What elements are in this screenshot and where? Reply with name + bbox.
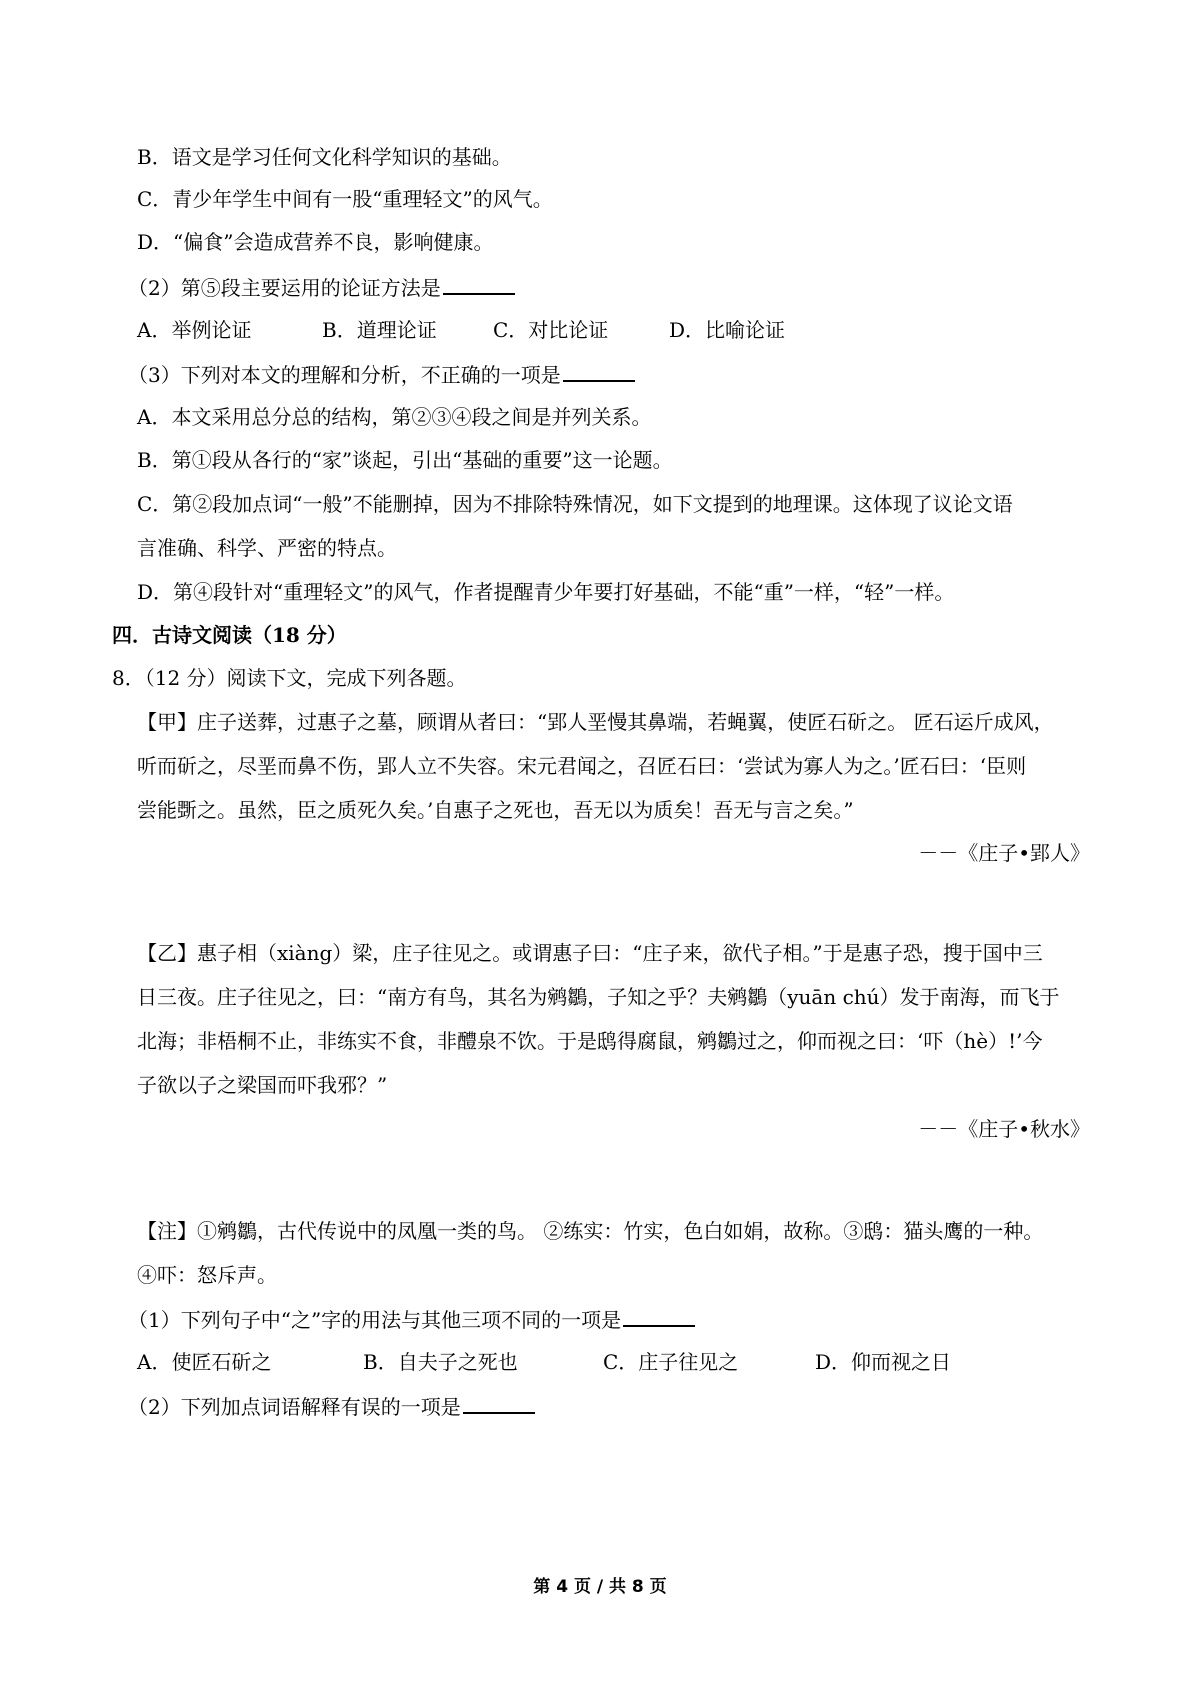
q8-sub1-option: C．庄子往见之	[603, 1350, 739, 1374]
passage-yi-line: 北海；非梧桐不止，非练实不食，非醴泉不饮。于是鸱得腐鼠，鹓鶵过之，仰而视之曰：‘吓（hè）!’今	[137, 1029, 1043, 1053]
q7-option-d: D．“偏食”会造成营养不良，影响健康。	[137, 230, 494, 254]
note-line: 【注】①鹓鶵，古代传说中的凤凰一类的鸟。 ②练实：竹实，色白如娟，故称。③鸱：猫头鹰的一种。	[137, 1219, 1044, 1243]
q8-sub2-stem: （2）下列加点词语解释有误的一项是	[128, 1395, 461, 1419]
q7-sub3-option-c-line1: C．第②段加点词“一般”不能删掉，因为不排除特殊情况，如下文提到的地理课。这体现了议论文语	[137, 492, 1013, 516]
passage-jia-source: －－《庄子•郢人》	[918, 841, 1090, 865]
section-title: 四．古诗文阅读（18 分）	[112, 623, 347, 647]
answer-blank	[443, 273, 515, 295]
q7-sub3-option-d: D．第④段针对“重理轻文”的风气，作者提醒青少年要打好基础，不能“重”一样，“轻”一样。	[137, 580, 955, 604]
q7-option-c: C．青少年学生中间有一股“重理轻文”的风气。	[137, 187, 553, 211]
q7-sub3-option-b: B．第①段从各行的“家”谈起，引出“基础的重要”这一论题。	[137, 448, 673, 472]
page-footer: 第 4 页 / 共 8 页	[533, 1577, 667, 1597]
q7-sub2-question	[128, 273, 515, 301]
q7-option-b: B．语文是学习任何文化科学知识的基础。	[137, 145, 512, 169]
q8-sub1-stem: （1）下列句子中“之”字的用法与其他三项不同的一项是	[128, 1308, 622, 1332]
passage-jia-line: 【甲】庄子送葬，过惠子之墓，顾谓从者曰：“郢人垩慢其鼻端，若蝇翼，使匠石斫之。 匠石运斤成风，	[137, 710, 1054, 734]
q8-sub2-question	[128, 1392, 535, 1420]
passage-yi-line: 子欲以子之梁国而吓我邪？”	[137, 1073, 388, 1097]
q8-stem: 8．（12 分）阅读下文，完成下列各题。	[112, 666, 467, 690]
passage-yi-source: －－《庄子•秋水》	[918, 1117, 1090, 1141]
q8-sub1-option: B．自夫子之死也	[363, 1350, 518, 1374]
passage-yi-line: 日三夜。庄子往见之，曰：“南方有鸟，其名为鹓鶵，子知之乎？夫鹓鶵（yuān chú）发于南海，而飞于	[137, 985, 1060, 1009]
answer-blank	[563, 360, 635, 382]
answer-blank	[463, 1392, 535, 1414]
q8-sub1-option: D．仰而视之日	[815, 1350, 952, 1374]
q8-sub1-question	[128, 1305, 695, 1333]
answer-blank	[623, 1305, 695, 1327]
q7-sub2-option: C．对比论证	[493, 318, 609, 342]
q7-sub2-option: B．道理论证	[322, 318, 437, 342]
q7-sub2-option: A．举例论证	[137, 318, 252, 342]
q7-sub3-stem: （3）下列对本文的理解和分析，不正确的一项是	[128, 363, 561, 387]
passage-jia-line: 听而斫之，尽垩而鼻不伤，郢人立不失容。宋元君闻之，召匠石曰：‘尝试为寡人为之。’匠石曰：‘臣则	[137, 754, 1027, 778]
passage-yi-line: 【乙】惠子相（xiàng）梁，庄子往见之。或谓惠子曰：“庄子来，欲代子相。”于是惠子恐，搜于国中三	[137, 941, 1043, 965]
passage-jia-line: 尝能斲之。虽然，臣之质死久矣。’自惠子之死也，吾无以为质矣！吾无与言之矣。”	[137, 798, 854, 822]
q7-sub3-option-c-line2: 言准确、科学、严密的特点。	[137, 536, 397, 560]
q7-sub3-option-a: A．本文采用总分总的结构，第②③④段之间是并列关系。	[137, 405, 652, 429]
q8-sub1-option: A．使匠石斫之	[137, 1350, 272, 1374]
note-line: ④吓：怒斥声。	[137, 1263, 277, 1287]
q7-sub3-question	[128, 360, 635, 388]
q7-sub2-stem: （2）第⑤段主要运用的论证方法是	[128, 276, 441, 300]
q7-sub2-option: D．比喻论证	[669, 318, 786, 342]
